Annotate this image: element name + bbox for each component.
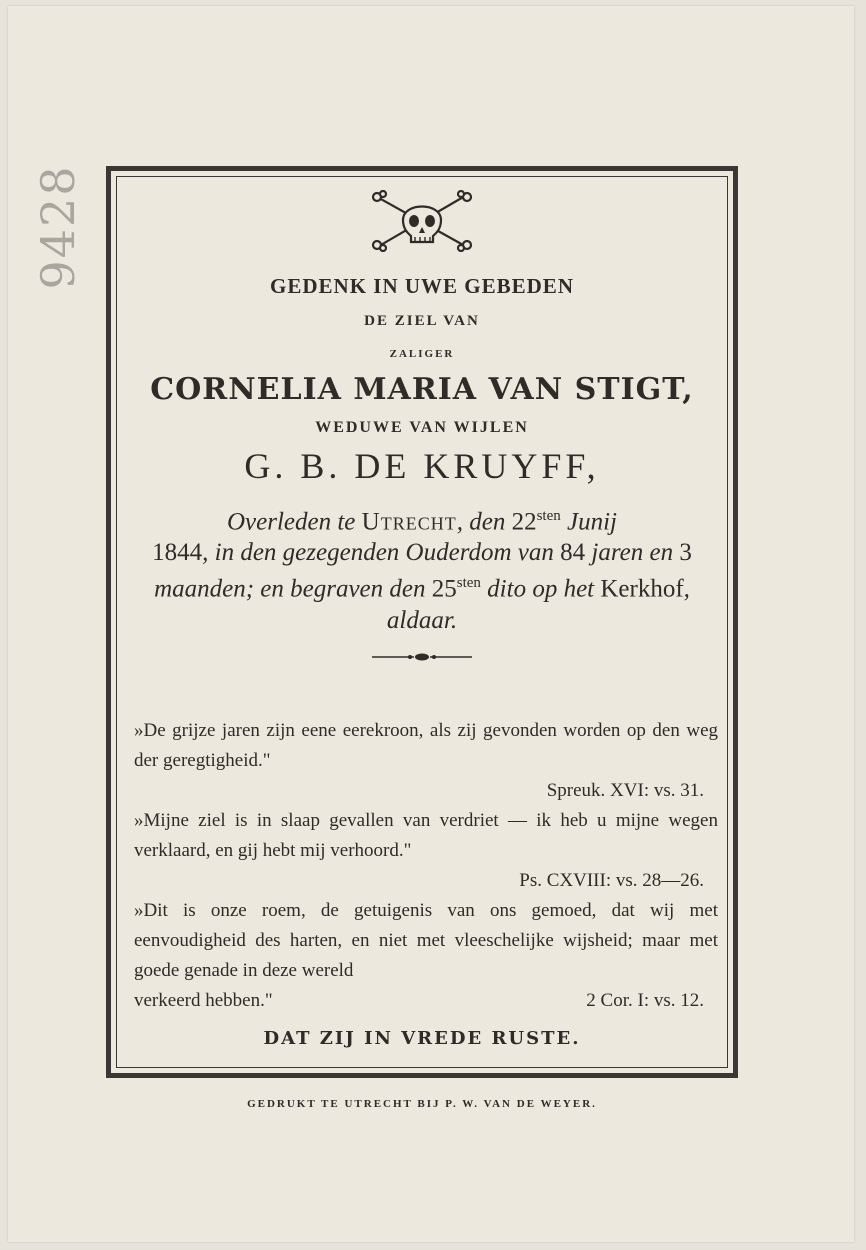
ornamental-divider [370,652,474,662]
heading-remember: GEDENK IN UWE GEBEDEN [270,274,574,298]
handwritten-inventory-number: 9428 [31,164,85,290]
heading-blessed: ZALIGER [389,348,455,360]
verse-reference: Ps. CXVIII: vs. 28—26. [519,870,704,891]
verse-reference: Spreuk. XVI: vs. 31. [546,780,704,801]
verse-text: »De grijze jaren zijn eene eerekroon, als zij gevonden worden op den weg der geregtigheid." [134,720,718,771]
death-notice: Overleden te Utrecht, den $22^{sten}$ Junij 1844, in den gezegenden Ouderdom van 84 jaren en 3 maanden; en begraven den $25^{sten}$ dito op het Kerkhof, aldaar. [152,508,692,634]
verse-last-line: verkeerd hebben." 2 Cor. I: vs. 12. [134,986,718,1016]
verse-reference: 2 Cor. I: vs. 12. [586,990,704,1011]
verse-text: »Dit is onze roem, de getuigenis van ons gemoed, dat wij met eenvoudigheid des harten, en niet met vleeschelijke wijsheid; maar met goede genade in deze wereld [134,900,718,981]
heading-soul: DE ZIEL VAN [364,313,480,329]
scripture-verses [134,716,718,1016]
verse-text: »Mijne ziel is in slaap gevallen van verdriet — ik heb u mijne wegen verklaard, en gij hebt mij verhoord." [134,810,718,861]
closing-prayer: DAT ZIJ IN VREDE RUSTE. [263,1028,581,1049]
widow-of: WEDUWE VAN WIJLEN [315,419,529,436]
card-text [120,190,724,662]
skull-crossbones-icon [367,190,477,252]
printer-imprint: GEDRUKT TE UTRECHT BIJ P. W. VAN DE WEYER. [247,1098,597,1110]
husband-name: G. B. DE KRUYFF, [244,446,600,486]
deceased-name: CORNELIA MARIA VAN STIGT, [150,372,694,407]
